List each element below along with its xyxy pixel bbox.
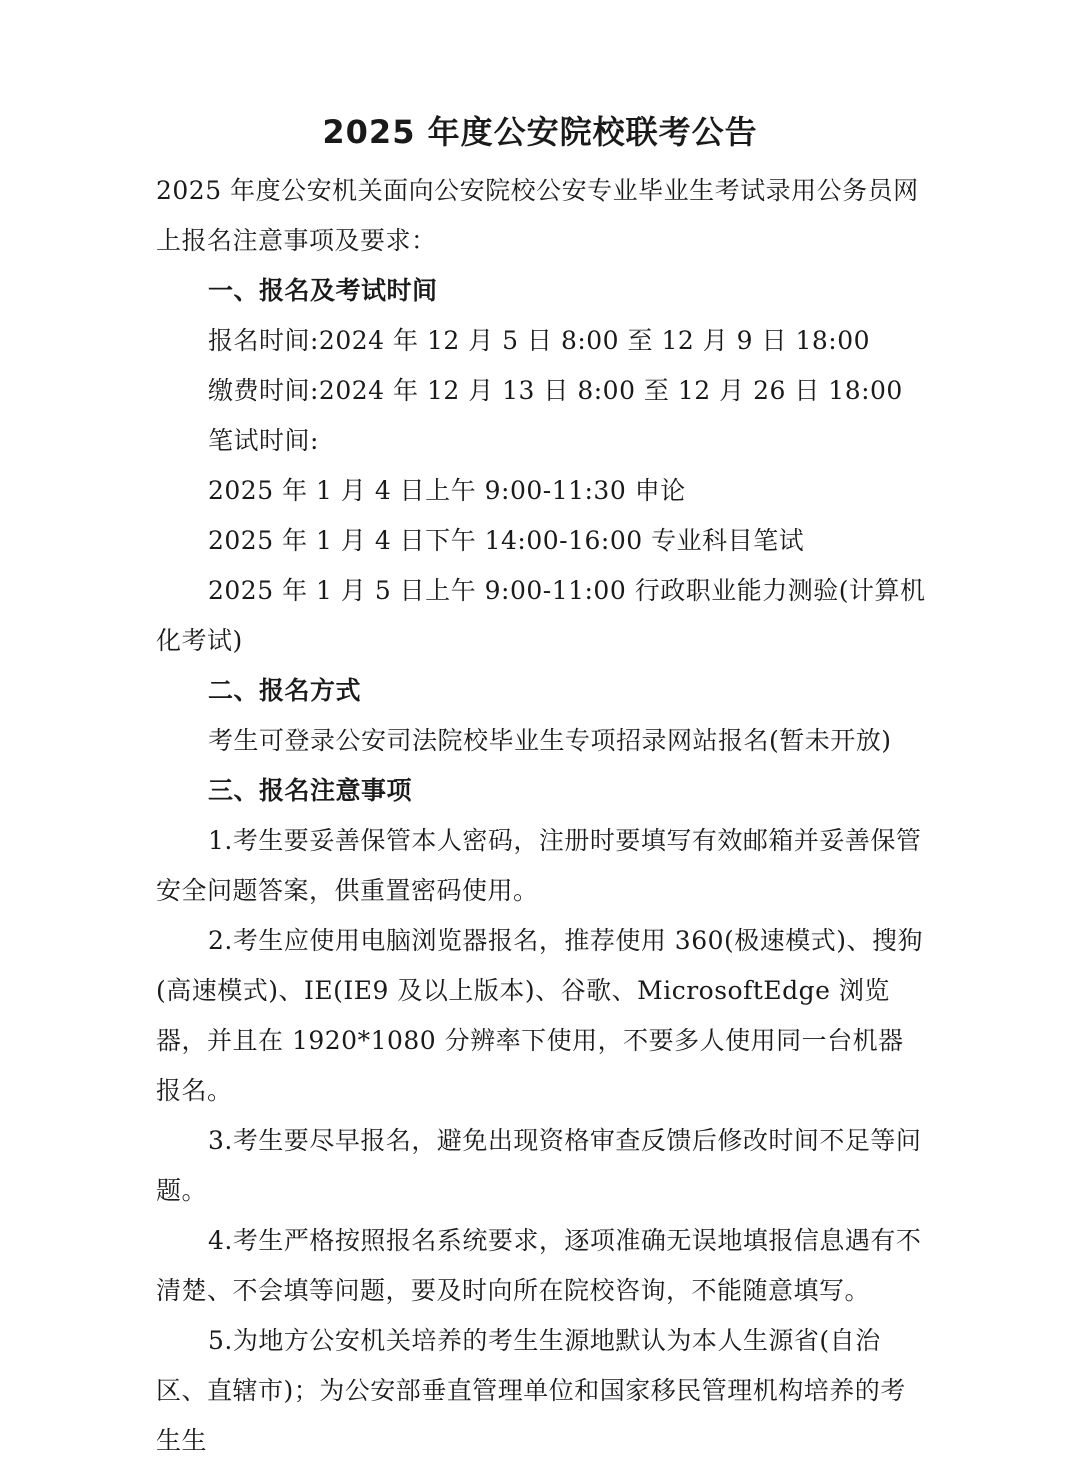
exam-schedule-item: 2025 年 1 月 4 日上午 9:00-11:30 申论 xyxy=(208,476,686,505)
notice-item: 1.考生要妥善保管本人密码，注册时要填写有效邮箱并妥善保管安全问题答案，供重置密码使用。 xyxy=(156,826,922,905)
notice-item: 5.为地方公安机关培养的考生生源地默认为本人生源省(自治区、直辖市)；为公安部垂直管理单位和国家移民管理机构培养的考生生 xyxy=(156,1326,906,1455)
document-body xyxy=(156,166,928,1466)
exam-schedule-item: 2025 年 1 月 5 日上午 9:00-11:00 行政职业能力测验(计算机化考试) xyxy=(156,576,926,655)
notice-item: 2.考生应使用电脑浏览器报名，推荐使用 360(极速模式)、搜狗(高速模式)、IE(IE9 及以上版本)、谷歌、MicrosoftEdge 浏览器，并且在 1920*1080 分辨率下使用，不要多人使用同一台机器报名。 xyxy=(156,926,924,1105)
registration-time: 报名时间:2024 年 12 月 5 日 8:00 至 12 月 9 日 18:00 xyxy=(208,326,871,355)
document-title: 2025 年度公安院校联考公告 xyxy=(322,113,758,151)
section-heading-method: 二、报名方式 xyxy=(208,676,362,705)
notice-item: 3.考生要尽早报名，避免出现资格审查反馈后修改时间不足等问题。 xyxy=(156,1126,922,1205)
section-heading-notes: 三、报名注意事项 xyxy=(208,776,413,805)
written-exam-label: 笔试时间: xyxy=(208,426,319,455)
section-heading-time: 一、报名及考试时间 xyxy=(208,276,438,305)
registration-method-text: 考生可登录公安司法院校毕业生专项招录网站报名(暂未开放) xyxy=(208,726,892,755)
intro-paragraph: 2025 年度公安机关面向公安院校公安专业毕业生考试录用公务员网上报名注意事项及要求： xyxy=(156,176,919,255)
payment-time: 缴费时间:2024 年 12 月 13 日 8:00 至 12 月 26 日 18:00 xyxy=(208,376,903,405)
exam-schedule-item: 2025 年 1 月 4 日下午 14:00-16:00 专业科目笔试 xyxy=(208,526,805,555)
notice-item: 4.考生严格按照报名系统要求，逐项准确无误地填报信息遇有不清楚、不会填等问题，要及时向所在院校咨询，不能随意填写。 xyxy=(156,1226,922,1305)
